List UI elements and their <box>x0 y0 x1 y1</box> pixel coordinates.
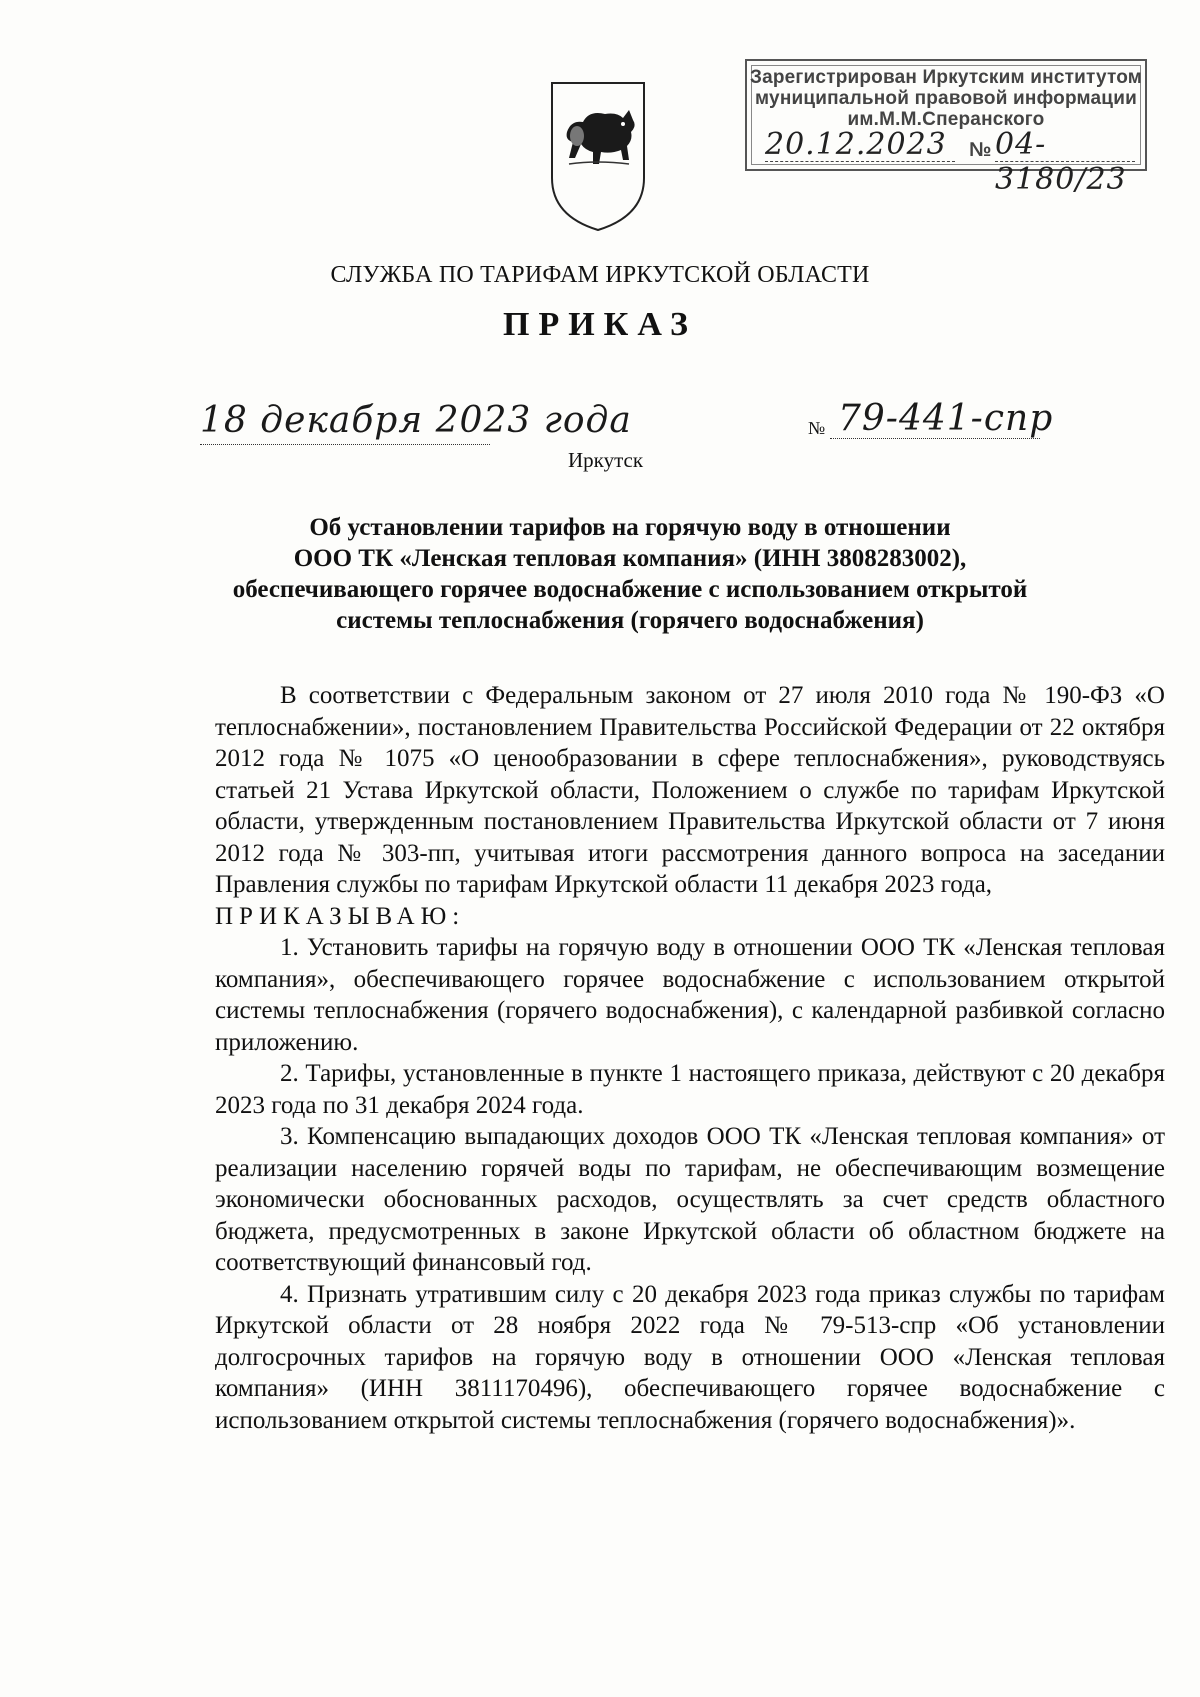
order-date: 18 декабря 2023 года <box>200 400 632 441</box>
registration-stamp <box>745 59 1147 197</box>
item-1-paragraph: 1. Установить тарифы на горячую воду в отношении ООО ТК «Ленская тепловая компания», обеспечивающего горячее водоснабжение с использованием открытой системы теплоснабжения (горячего водоснабжения), с календарной разбивкой согласно приложению. <box>215 934 1165 1056</box>
subject-line-2: ООО ТК «Ленская тепловая компания» (ИНН 3808283002), <box>293 545 967 572</box>
stamp-line-1: Зарегистрирован Иркутским институтом <box>749 67 1143 88</box>
city-name: Иркутск <box>568 448 644 472</box>
order-number: 79-441-спр <box>838 398 1054 439</box>
stamp-number-underline <box>995 161 1135 162</box>
item-4-paragraph: 4. Признать утратившим силу с 20 декабря 2023 года приказ службы по тарифам Иркутской области от 28 ноября 2022 года № 79-513-спр «Об установлении долгосрочных тарифов на горячую воду в отношении ООО «Ленская тепловая компания» (ИНН 3811170496), обеспечивающего горячее водоснабжение с использованием открытой системы теплоснабжения (горячего водоснабжения)». <box>215 1280 1165 1434</box>
item-2-paragraph: 2. Тарифы, установленные в пункте 1 настоящего приказа, действуют с 20 декабря 2023 года по 31 декабря 2024 года. <box>215 1060 1165 1119</box>
item-3-paragraph: 3. Компенсацию выпадающих доходов ООО ТК «Ленская тепловая компания» от реализации населению горячей воды по тарифам, не обеспечивающим возмещение экономически обоснованных расходов, осуществлять за счет средств областного бюджета, предусмотренных в законе Иркутской области об областном бюджете на соответствующий финансовый год. <box>215 1123 1165 1276</box>
order-directive-word: ПРИКАЗЫВАЮ: <box>215 902 466 930</box>
coat-of-arms-emblem <box>549 80 647 232</box>
subject-line-1: Об установлении тарифов на горячую воду в отношении <box>309 514 951 541</box>
agency-name: СЛУЖБА ПО ТАРИФАМ ИРКУТСКОЙ ОБЛАСТИ <box>330 262 870 288</box>
stamp-registration-date: 20.12.2023 <box>765 127 947 162</box>
document-type: ПРИКАЗ <box>503 306 697 343</box>
stamp-date-underline <box>765 161 955 162</box>
subject-line-3: обеспечивающего горячее водоснабжение с использованием открытой <box>232 576 1028 603</box>
stamp-registration-number: 04-3180/23 <box>995 127 1127 197</box>
stamp-line-3: им.М.М.Сперанского <box>847 109 1045 130</box>
subject-line-4: системы теплоснабжения (горячего водоснабжения) <box>336 607 924 634</box>
preamble-paragraph: В соответствии с Федеральным законом от 27 июля 2010 года № 190-ФЗ «О теплоснабжении», постановлением Правительства Российской Федерации от 22 октября 2012 года № 1075 «О ценообразовании в сфере теплоснабжения», руководствуясь статьей 21 Устава Иркутской области, Положением о службе по тарифам Иркутской области, утвержденным постановлением Правительства Иркутской области от 7 июня 2012 года № 303-пп, учитывая итоги рассмотрения данного вопроса на заседании Правления службы по тарифам Иркутской области 11 декабря 2023 года, <box>215 682 1165 898</box>
order-subject <box>200 512 1060 636</box>
order-number-label: № <box>808 418 826 438</box>
order-date-underline <box>200 444 490 445</box>
order-number-underline <box>830 438 1040 439</box>
order-body <box>215 680 1165 1436</box>
stamp-number-label: № <box>969 139 992 161</box>
stamp-line-2: муниципальной правовой информации <box>755 88 1137 109</box>
